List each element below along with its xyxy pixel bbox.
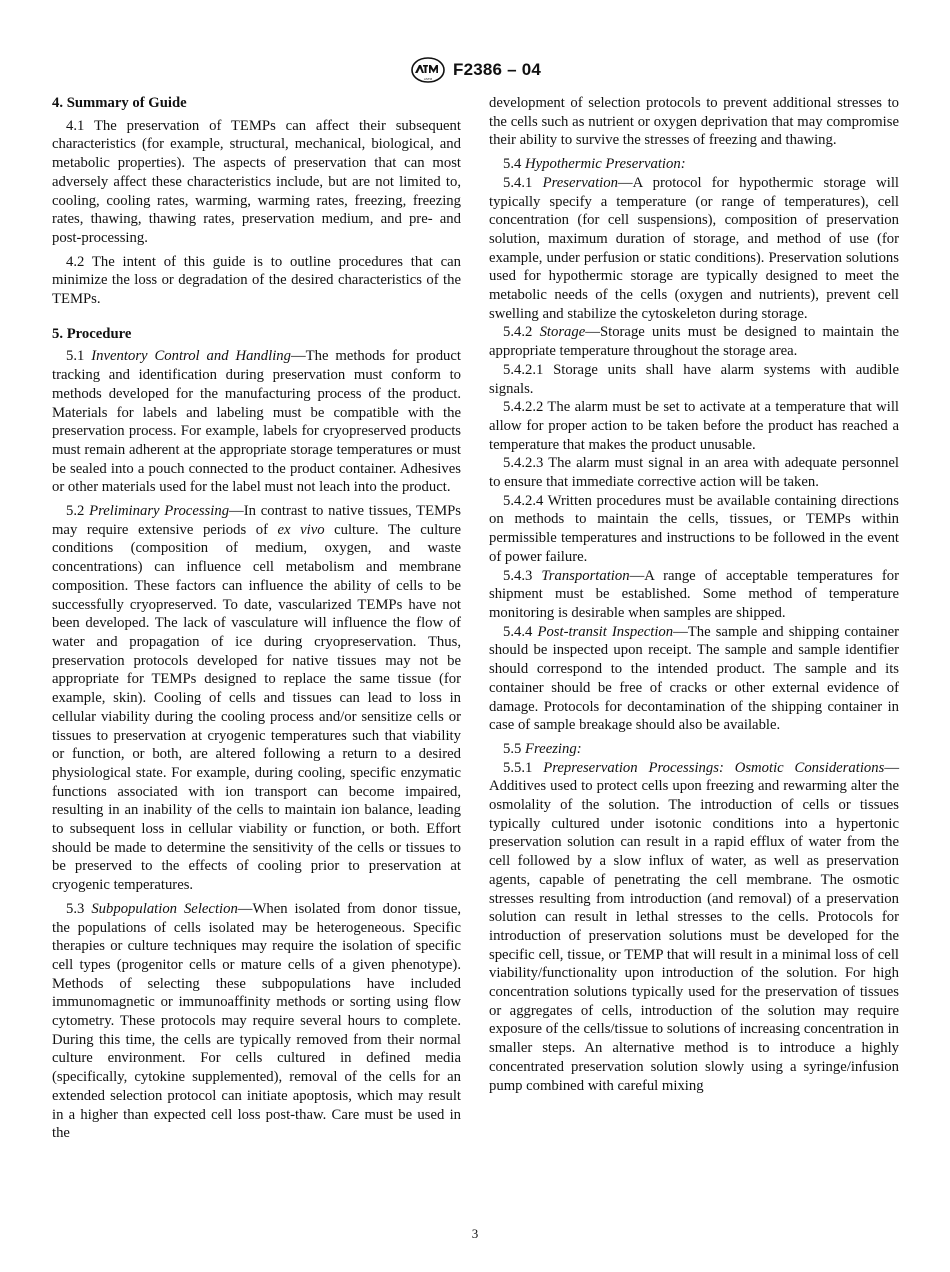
paragraph-title: Inventory Control and Handling xyxy=(91,348,291,365)
paragraph-number: 5.4.4 xyxy=(503,623,538,640)
astm-logo-icon xyxy=(409,56,447,84)
paragraph-5-3-continuation: development of selection protocols to prevent additional stresses to the cells such as nutrient or oxygen deprivation that may compromise their ability to survive the stresses of freezing and thawing. xyxy=(489,95,899,149)
paragraph-5-4-3 xyxy=(489,567,899,623)
paragraph-number: 5.3 xyxy=(66,900,92,917)
paragraph-title: Hypothermic Preservation: xyxy=(525,156,686,173)
paragraph-title: Subpopulation Selection xyxy=(91,900,238,917)
paragraph-number: 5.4 xyxy=(503,156,526,173)
paragraph-text: —A protocol for hypothermic storage will typically specify a temperature (or range of temperatures), cell concentration (for cell suspensions), composition of preservation solution, maximum duration of storage, and method of use (for example, under perfusion or static conditions). Preservation solutions used for hypothermic storage are typically designed to meet the metabolic needs of the cells (oxygen and nutrients), prevent cell swelling and stabilize the cytoskeleton during storage. xyxy=(489,174,900,322)
paragraph-5-4-2-4: 5.4.2.4 Written procedures must be available containing directions on methods to maintain the cells, tissues, or TEMPs within permissible temperatures and instructions to be followed in the event of power failure. xyxy=(489,492,899,565)
paragraph-5-1 xyxy=(52,347,461,497)
paragraph-5-4-1 xyxy=(489,174,899,324)
paragraph-5-3 xyxy=(52,900,461,1143)
paragraph-5-4 xyxy=(489,155,899,174)
italic-term: ex vivo xyxy=(277,521,325,538)
paragraph-number: 5.2 xyxy=(66,503,90,520)
paragraph-text: —A range of acceptable temperatures for shipment must be established. Some method of temperature monitoring is desirable when samples are shipped. xyxy=(489,567,899,621)
paragraph-number: 5.5 xyxy=(503,740,526,757)
paragraph-number: 5.4.3 xyxy=(503,567,542,584)
paragraph-5-4-2-1: 5.4.2.1 Storage units shall have alarm systems with audible signals. xyxy=(489,361,899,397)
paragraph-title: Preliminary Processing xyxy=(89,503,230,520)
paragraph-5-4-2 xyxy=(489,323,899,360)
paragraph-4-2: 4.2 The intent of this guide is to outline procedures that can minimize the loss or degradation of the desired characteristics of the TEMPs. xyxy=(52,253,461,308)
right-column xyxy=(489,94,899,1095)
paragraph-text: —Storage units must be designed to maintain the appropriate temperature throughout the storage area. xyxy=(489,324,900,360)
paragraph-text: —Additives used to protect cells upon freezing and rewarming alter the osmolality of the solution. The introduction of cells or tissues typically cultured under isotonic conditions into a hypertonic preservation solution can result in a rapid efflux of water from the cell followed by a slow influx of water, as well as preservation agents, capable of penetrating the cell membrane. The osmotic stresses resulting from introduction (and removal) of a preservation solution can result in lethal stresses to the cells. Protocols for introduction of preservation solutions must be developed for the specific cell, tissue, or TEMP that will result in a minimal loss of cell viability/functionality upon introduction of the solution. For high concentration solutions typically used for the preservation of tissues or aggregates of cells, introduction of the solution may require exposure of the cells/tissue to solutions of increasing concentration in smaller steps. An alternative method is to introduce a highly concentrated preservation solution slowly using a syringe/infusion pump combined with careful mixing xyxy=(489,759,899,1094)
document-designation: F2386 – 04 xyxy=(452,60,541,79)
page-number: 3 xyxy=(471,1226,479,1241)
paragraph-number: 5.4.2 xyxy=(503,324,540,341)
paragraph-title: Transportation xyxy=(541,567,630,584)
page-header xyxy=(0,56,950,84)
paragraph-title: Preservation xyxy=(542,174,618,191)
paragraph-5-2 xyxy=(52,502,461,895)
svg-text:ASTM: ASTM xyxy=(423,77,433,81)
paragraph-4-1: 4.1 The preservation of TEMPs can affect their subsequent characteristics (for example, structural, mechanical, biological, and metabolic properties). The aspects of preservation that can most adversely affect these characteristics include, but are not limited to, cooling, cooling rates, warming, warming rates, freezing, freezing rates, thawing, thawing rates, preservation medium, and pre- and post-processing. xyxy=(52,117,461,246)
paragraph-number: 5.4.1 xyxy=(503,174,543,191)
paragraph-5-4-2-2: 5.4.2.2 The alarm must be set to activate at a temperature that will allow for proper action to be taken before the product has reached a temperature that makes the product unusable. xyxy=(489,399,899,453)
paragraph-text: —When isolated from donor tissue, the populations of cells isolated may be heterogeneous. Specific therapies or culture techniques may require the isolation of specific cell types (progenitor cells or mature cells of a given phenotype). Methods of selecting these subpopulations have included immunomagnetic or immunoaffinity methods or sorting using flow cytometry. These protocols may require several hours to complete. During this time, the cells are typically removed from their normal culture environment. For cells cultured in defined media (specifically, cytokine supplemented), removal of the cells for an extended selection protocol can initiate apoptosis, which may result in a higher than expected cell loss post-thaw. Care must be used in the xyxy=(52,900,462,1142)
paragraph-text: —In contrast to native tissues, TEMPs may require extensive periods of xyxy=(52,503,462,538)
paragraph-title: Prepreservation Processings: Osmotic Considerations xyxy=(543,759,885,776)
paragraph-5-5 xyxy=(489,740,899,759)
left-column xyxy=(52,94,461,1143)
paragraph-number: 5.5.1 xyxy=(503,759,544,776)
paragraph-text: —The sample and shipping container should be inspected upon receipt. The sample and sample identifier should correspond to the intended product. The sample and its container should be free of cracks or other external evidence of damage. Protocols for decontamination of the shipping container in case of sample breakage should also be available. xyxy=(489,623,900,734)
paragraph-5-4-2-3: 5.4.2.3 The alarm must signal in an area with adequate personnel to ensure that immediate corrective action will be taken. xyxy=(489,455,899,491)
paragraph-title: Storage xyxy=(539,324,586,341)
paragraph-5-4-4 xyxy=(489,623,899,735)
paragraph-number: 5.1 xyxy=(66,348,92,365)
paragraph-text: culture. The culture conditions (composition of medium, oxygen, and waste concentrations) can influence cell metabolism and membrane composition. These factors can influence the ability of cells to be successfully cryopreserved. To date, vascularized TEMPs have not been developed. The lack of vasculature will influence the flow of water and propagation of ice during cryopreservation. Thus, preservation protocols developed for native tissues may not be appropriate for TEMPs designed to replace the same tissue (for example, skin). Cooling of cells and tissues can lead to loss in cellular viability during the cooling process and/or sensitize cells or tissues to preservation at cryogenic temperatures such that viability or function, or both, are altered following a return to a desired physiological state. For example, during cooling, specific enzymatic functions associated with ion transport can become impaired, resulting in an inability of the cells to maintain ion balance, leading to subsequent loss in cellular viability or function, or both. Effort should be made to determine the sensitivity of the cells or tissues to be preserved to the effects of cooling prior to preservation at cryogenic temperatures. xyxy=(52,521,461,894)
section-5-heading: 5. Procedure xyxy=(52,325,132,342)
paragraph-text: —The methods for product tracking and identification during preservation must conform to methods developed for the manufacturing process of the product. Materials for labels and labeling must be compatible with the preservation process. For example, labels for cryopreserved products must remain adherent at the appropriate storage temperatures or must be sealed into a pouch connected to the product container. Adhesives or other materials used for the label must not leach into the product. xyxy=(52,348,461,496)
section-4-heading: 4. Summary of Guide xyxy=(52,95,187,111)
paragraph-title: Post-transit Inspection xyxy=(537,623,674,640)
paragraph-title: Freezing: xyxy=(525,740,582,757)
paragraph-5-5-1 xyxy=(489,759,899,1096)
